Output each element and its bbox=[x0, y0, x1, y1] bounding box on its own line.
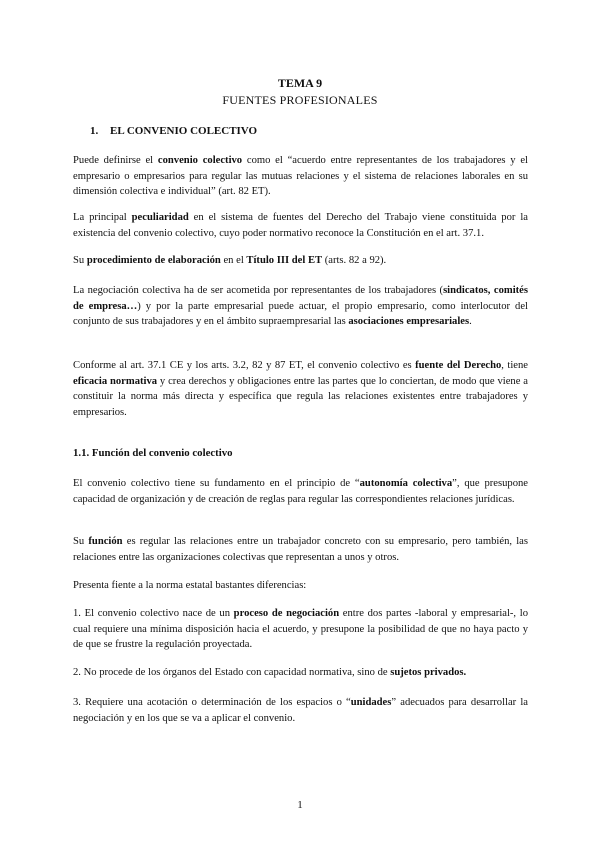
p3-text-a: Su bbox=[73, 255, 87, 266]
item1-text-c: entre dos partes -laboral y empresarial-, lo cual requiere una mínima disposición hacia el acuerdo, y presupone la posibilidad de que no haya pacto y de que se frustre la regulación proyectada. bbox=[73, 608, 528, 650]
p4-bold-term-1: sindicatos, comités de empresa… bbox=[73, 285, 529, 312]
p5-bold-term-1: fuente del Derecho bbox=[415, 360, 502, 371]
p5-bold-term-2: eficacia normativa bbox=[73, 375, 158, 387]
p4-text-a: La negociación colectiva ha de ser acometida por representantes de los trabajadores ( bbox=[73, 285, 444, 296]
p3-bold-term-2: Título III del ET bbox=[246, 255, 323, 266]
p1-text-c: como el “acuerdo entre representantes de los trabajadores y el empresario o empresarios para regular las mutuas relaciones y el sistema de relaciones laborales en su dimensión colectiva e individual” (art. 82 ET). bbox=[73, 155, 528, 197]
item2-text-a: 2. No procede de los órganos del Estado con capacidad normativa, sino de bbox=[73, 667, 391, 678]
p6-text-a: El convenio colectivo tiene su fundamento en el principio de “ bbox=[73, 478, 360, 489]
topic-title: FUENTES PROFESIONALES bbox=[222, 93, 378, 107]
p4-text-c: ) y por la parte empresarial puede actuar, el propio empresario, como interlocutor del conjunto de sus trabajadores y en el ámbito supraempresarial las bbox=[73, 300, 528, 327]
section-number: 1. bbox=[90, 125, 99, 137]
p1-bold-term: convenio colectivo bbox=[157, 155, 243, 166]
topic-number: TEMA 9 bbox=[277, 76, 323, 90]
p5-text-c: , tiene bbox=[501, 360, 528, 371]
p3-text-e: (arts. 82 a 92). bbox=[322, 255, 387, 266]
item3-bold-term: unidades bbox=[350, 697, 392, 708]
p5-text-a: Conforme al art. 37.1 CE y los arts. 3.2, 82 y 87 ET, el convenio colectivo es bbox=[73, 360, 416, 371]
subsection-heading: 1.1. Función del convenio colectivo bbox=[73, 447, 233, 459]
p1-text-a: Puede definirse el bbox=[73, 155, 158, 166]
item1-text-a: 1. El convenio colectivo nace de un bbox=[73, 608, 234, 619]
list-item-2 bbox=[73, 665, 528, 681]
p7-text-c: es regular las relaciones entre un trabajador concreto con su empresario, pero también, las relaciones entre las organizaciones colectivas que representan a unos y otros. bbox=[73, 536, 528, 563]
p4-text-e: . bbox=[469, 316, 472, 327]
paragraph-peculiarity bbox=[73, 210, 528, 241]
item3-text-a: 3. Requiere una acotación o determinación de los espacios o “ bbox=[73, 697, 351, 708]
p2-text-a: La principal bbox=[73, 212, 132, 223]
p2-bold-term: peculiaridad bbox=[131, 212, 189, 223]
paragraph-source-of-law bbox=[73, 358, 528, 420]
paragraph-procedure bbox=[73, 253, 528, 269]
list-item-1 bbox=[73, 606, 528, 653]
paragraph-function bbox=[73, 534, 528, 565]
list-item-3 bbox=[73, 695, 528, 726]
p7-text-a: Su bbox=[73, 536, 89, 547]
p2-text-c: en el sistema de fuentes del Derecho del Trabajo viene constituida por la existencia del convenio colectivo, cuyo poder normativo reconoce la Constitución en el art. 37.1. bbox=[73, 212, 528, 239]
paragraph-negotiation bbox=[73, 283, 528, 330]
paragraph-differences: Presenta fiente a la norma estatal bastantes diferencias: bbox=[73, 580, 307, 591]
p3-bold-term-1: procedimiento de elaboración bbox=[86, 255, 221, 266]
p3-text-c: en el bbox=[220, 255, 247, 266]
section-title: EL CONVENIO COLECTIVO bbox=[110, 125, 258, 137]
section-heading bbox=[90, 124, 257, 140]
page-number: 1 bbox=[297, 799, 303, 811]
p6-text-c: ”, que presupone capacidad de organización y de creación de reglas para regular las correspondientes relaciones jurídicas. bbox=[73, 478, 528, 505]
item2-bold-term: sujetos privados. bbox=[390, 667, 467, 678]
p5-text-e: y crea derechos y obligaciones entre las partes que lo conciertan, de modo que viene a constituir la norma más directa y específica que regula las relaciones existentes entre trabajadores y empresarios. bbox=[73, 375, 528, 418]
item3-text-c: ” adecuados para desarrollar la negociación y en los que se va a aplicar el convenio. bbox=[73, 697, 528, 724]
p4-bold-term-2: asociaciones empresariales bbox=[348, 316, 470, 327]
p6-bold-term: autonomía colectiva bbox=[359, 478, 453, 489]
paragraph-autonomy bbox=[73, 476, 528, 507]
p7-bold-term: función bbox=[88, 536, 123, 547]
paragraph-definition bbox=[73, 153, 528, 200]
item1-bold-term: proceso de negociación bbox=[233, 608, 340, 619]
